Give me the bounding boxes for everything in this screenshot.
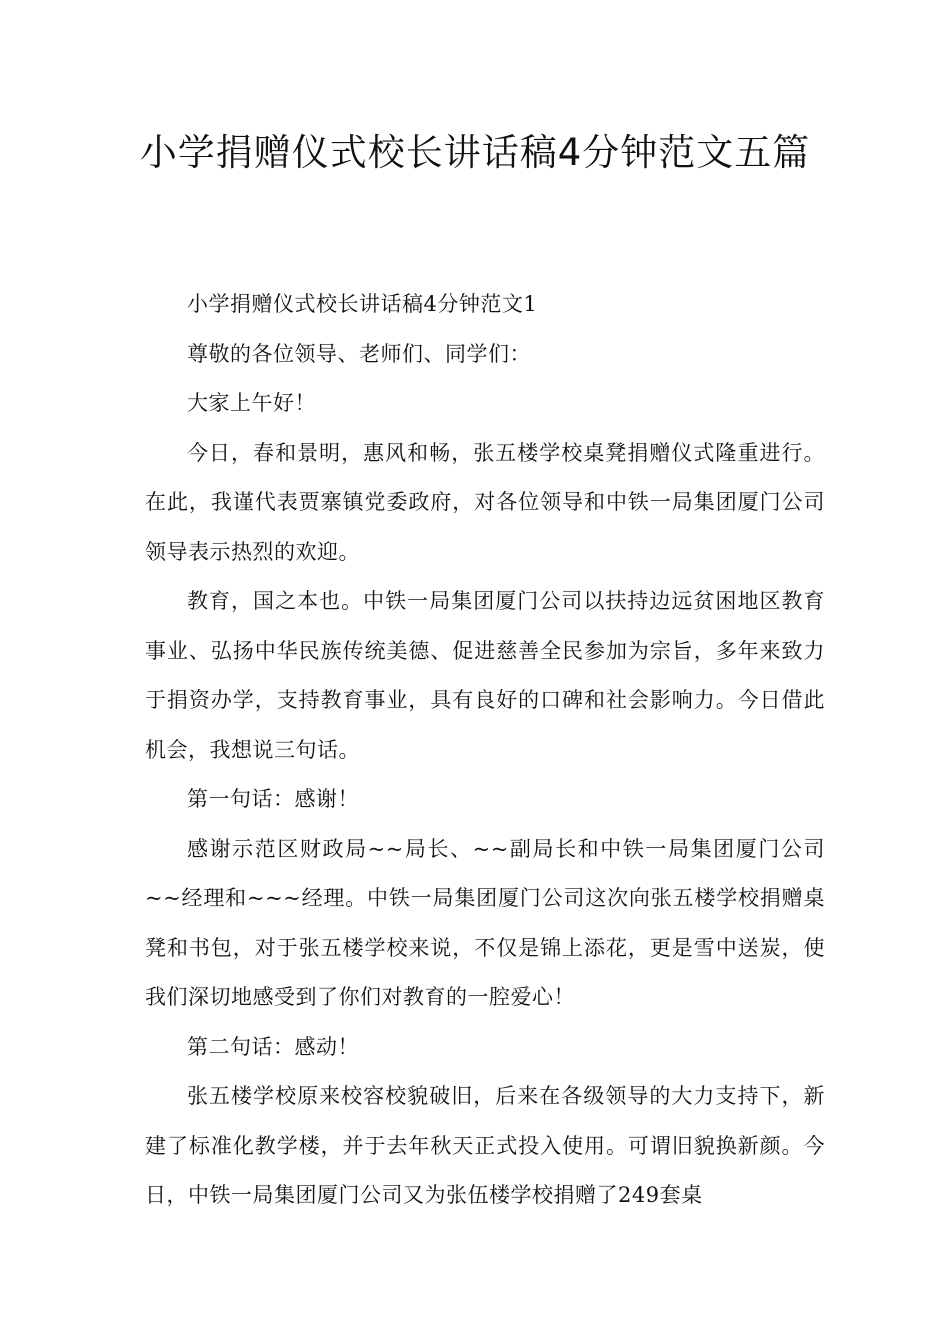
point-one-heading: 第一句话：感谢！ — [187, 787, 359, 811]
document-body — [145, 280, 825, 1221]
paragraph-moved: 张五楼学校原来校容校貌破旧，后来在各级领导的大力支持下，新建了标准化教学楼，并于去年秋天正式投入使用。可谓旧貌换新颜。今日，中铁一局集团厦门公司又为张伍楼学校捐赠了249套桌 — [145, 1084, 825, 1207]
point-two-heading: 第二句话：感动！ — [187, 1034, 359, 1059]
greeting: 大家上午好！ — [187, 391, 316, 415]
section-heading: 小学捐赠仪式校长讲话稿4分钟范文1 — [187, 292, 538, 316]
salutation: 尊敬的各位领导、老师们、同学们： — [187, 341, 531, 366]
paragraph-thanks: 感谢示范区财政局~~局长、~~副局长和中铁一局集团厦门公司~~经理和~~~经理。中铁一局集团厦门公司这次向张五楼学校捐赠桌凳和书包，对于张五楼学校来说，不仅是锦上添花，更是雪中送炭，使我们深切地感受到了你们对教育的一腔爱心！ — [145, 836, 825, 1009]
paragraph-education: 教育，国之本也。中铁一局集团厦门公司以扶持边远贫困地区教育事业、弘扬中华民族传统美德、促进慈善全民参加为宗旨，多年来致力于捐资办学，支持教育事业，具有良好的口碑和社会影响力。今日借此机会，我想说三句话。 — [145, 589, 825, 762]
paragraph-welcome: 今日，春和景明，惠风和畅，张五楼学校桌凳捐赠仪式隆重进行。在此，我谨代表贾寨镇党委政府，对各位领导和中铁一局集团厦门公司领导表示热烈的欢迎。 — [145, 440, 825, 564]
document-title: 小学捐赠仪式校长讲话稿4分钟范文五篇 — [139, 131, 811, 174]
